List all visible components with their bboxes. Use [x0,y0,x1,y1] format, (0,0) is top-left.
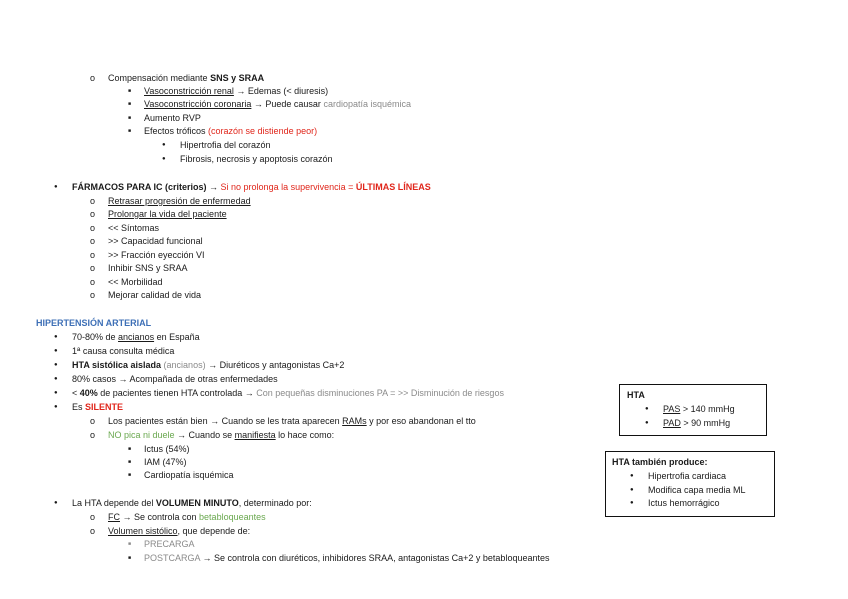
list-item: ● Ictus hemorrágico [648,497,816,510]
list-item [72,401,123,414]
text: Efectos tróficos [144,126,209,136]
list-item: o Prolongar la vida del paciente [108,208,227,221]
text-gray: POSTCARGA [144,553,201,563]
text: La HTA depende del [72,498,156,508]
list-item: o >> Capacidad funcional [108,235,203,248]
list-item: ● Modifica capa media ML [648,484,816,497]
list-item: o >> Fracción eyección VI [108,249,205,262]
list-item: ■ Cardiopatía isquémica [144,469,234,482]
text-underlined: Volumen sistólico [108,526,178,536]
text: y por eso abandonan el tto [366,416,476,426]
text-underlined: PAD [663,417,681,428]
text-underlined: manifiesta [234,430,276,440]
text-underlined: Vasoconstricción renal [144,86,234,96]
text: Compensación mediante [108,73,211,83]
text: > 90 mmHg [680,417,731,428]
list-item: ● 1ª causa consulta médica [72,345,174,358]
list-item: o Mejorar calidad de vida [108,289,201,302]
text: → Puede causar [251,99,324,109]
text-underlined: RAMs [342,416,367,426]
list-item [144,98,411,111]
text-bold: 40% [79,388,98,398]
list-item [144,552,549,565]
text-red: (corazón se distiende peor) [208,126,318,136]
list-item: ● Hipertrofia cardiaca [648,470,816,483]
text: → [206,182,221,192]
list-item: ● Fibrosis, necrosis y apoptosis corazón [180,153,333,166]
text: Los pacientes están bien → Cuando se les trata aparecen [108,416,343,426]
list-item: ● 80% casos → Acompañada de otras enfermedades [72,373,278,386]
list-item [108,72,264,85]
text: lo hace como: [275,430,335,440]
text-gray: Con pequeñas disminuciones PA = >> Disminución de riesgos [256,388,504,398]
text-red: Si no prolonga la supervivencia = [220,182,356,192]
text: → Cuando se [174,430,235,440]
list-item [144,125,317,138]
box-title: HTA [627,390,645,400]
text-underlined: ancianos [118,332,155,342]
text: → Diuréticos y antagonistas Ca+2 [205,360,345,370]
text: → Se controla con diuréticos, inhibidores SRAA, antagonistas Ca+2 y betabloqueantes [200,553,550,563]
list-item: ■ PRECARGA [144,538,195,551]
list-item: ■ IAM (47%) [144,456,187,469]
text: , determinado por: [238,498,312,508]
list-item: ● Hipertrofia del corazón [180,139,271,152]
list-item [72,387,504,400]
list-item [108,511,266,524]
list-item [144,85,328,98]
list-item: o << Síntomas [108,222,159,235]
list-item: o Inhibir SNS y SRAA [108,262,188,275]
text-red-bold: SILENTE [85,402,124,412]
list-item [72,359,344,372]
text: < [72,388,80,398]
text-green: NO pica ni duele [108,430,175,440]
text-underlined: PAS [663,404,681,415]
text-underlined: FC [108,512,120,522]
list-item [663,417,809,430]
list-item [108,415,476,428]
text-underlined: Vasoconstricción coronaria [144,99,252,109]
list-item: ■ Ictus (54%) [144,443,190,456]
hta-produce-box [605,451,775,517]
text: Es [72,402,86,412]
list-item [72,497,312,510]
text-green: betabloqueantes [199,512,266,522]
list-item [663,403,809,416]
list-item [72,181,431,194]
list-item [108,429,334,442]
text-bold: SNS y SRAA [210,73,265,83]
list-item: ■ Aumento RVP [144,112,201,125]
text: , que depende de: [177,526,251,536]
section-heading: HIPERTENSIÓN ARTERIAL [36,318,152,328]
hta-box [619,384,767,436]
text: de pacientes tienen HTA controlada → [97,388,257,398]
text: 70-80% de [72,332,119,342]
list-item [108,525,250,538]
text-gray: cardiopatía isquémica [323,99,411,109]
text: → Edemas (< diuresis) [233,86,329,96]
box-title: HTA también produce: [612,457,708,467]
list-item: o Retrasar progresión de enfermedad [108,195,251,208]
text-red-bold: ÚLTIMAS LÍNEAS [355,182,431,192]
text-gray: (ancianos) [161,360,206,370]
text: > 140 mmHg [680,404,735,415]
text-bold: HTA sistólica aislada [72,360,162,370]
list-item [72,331,200,344]
list-item: o << Morbilidad [108,276,163,289]
text-bold: FÁRMACOS PARA IC (criterios) [72,182,207,192]
text: en España [154,332,200,342]
text: → Se controla con [120,512,200,522]
text-bold: VOLUMEN MINUTO [155,498,239,508]
